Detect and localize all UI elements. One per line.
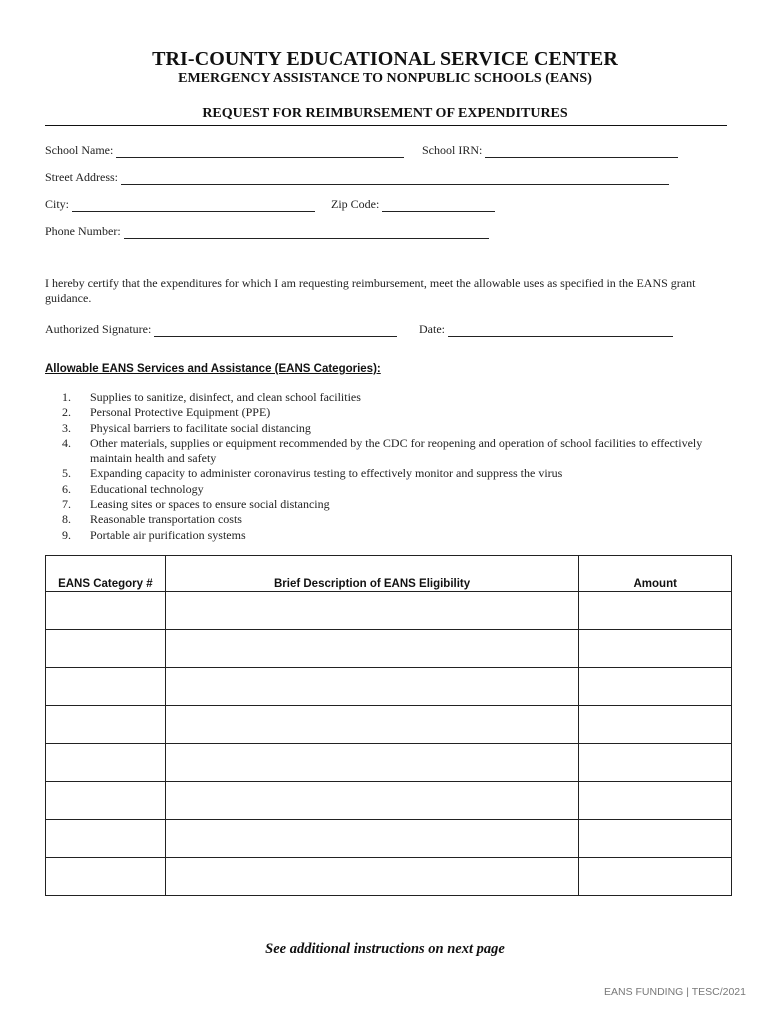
zip-code-label: Zip Code: [331, 197, 380, 211]
category-cell[interactable] [46, 706, 166, 744]
school-name-label: School Name: [45, 143, 114, 157]
amount-cell[interactable] [579, 858, 732, 896]
list-item: 1. Supplies to sanitize, disinfect, and clean school facilities [62, 390, 361, 404]
phone-number-field[interactable] [124, 227, 489, 239]
form-title: REQUEST FOR REIMBURSEMENT OF EXPENDITURES [202, 106, 568, 121]
amount-cell[interactable] [579, 668, 732, 706]
amount-cell[interactable] [579, 706, 732, 744]
table-row [46, 592, 732, 630]
school-irn-field[interactable] [485, 146, 678, 158]
amount-cell[interactable] [579, 782, 732, 820]
category-cell[interactable] [46, 858, 166, 896]
phone-number-label: Phone Number: [45, 224, 121, 238]
description-cell[interactable] [165, 706, 579, 744]
table-row [46, 782, 732, 820]
header-amount: Amount [579, 556, 732, 592]
list-item: 7. Leasing sites or spaces to ensure social distancing [62, 497, 330, 512]
description-cell[interactable] [165, 630, 579, 668]
allowable-categories-heading: Allowable EANS Services and Assistance (EANS Categories): [45, 363, 381, 375]
category-cell[interactable] [46, 744, 166, 782]
table-row [46, 630, 732, 668]
zip-code-row [331, 196, 495, 212]
list-item: 6. Educational technology [62, 481, 204, 496]
date-row [419, 321, 673, 337]
list-item: 8. Reasonable transportation costs [62, 512, 242, 527]
certification-statement: I hereby certify that the expenditures for which I am requesting reimbursement, meet the allowable uses as specified in the EANS grant guidance. [45, 276, 696, 305]
category-cell[interactable] [46, 592, 166, 630]
amount-cell[interactable] [579, 630, 732, 668]
header-category: EANS Category # [46, 556, 166, 592]
header-description: Brief Description of EANS Eligibility [165, 556, 579, 592]
city-label: City: [45, 197, 70, 211]
list-item: 9. Portable air purification systems [62, 527, 246, 542]
program-title: EMERGENCY ASSISTANCE TO NONPUBLIC SCHOOLS (EANS) [178, 71, 592, 86]
table-row [46, 858, 732, 896]
city-field[interactable] [72, 200, 315, 212]
list-item: 3. Physical barriers to facilitate social distancing [62, 420, 311, 435]
table-header-row [46, 556, 732, 592]
list-item: 2. Personal Protective Equipment (PPE) [62, 405, 271, 420]
table-row [46, 706, 732, 744]
next-page-note: See additional instructions on next page [265, 941, 505, 957]
amount-cell[interactable] [579, 592, 732, 630]
description-cell[interactable] [165, 782, 579, 820]
street-address-row [45, 169, 669, 185]
list-item: 4. Other materials, supplies or equipment recommended by the CDC for reopening and operation of school facilities to effectively maintain health and safety [62, 435, 703, 466]
signature-field[interactable] [154, 325, 397, 337]
school-irn-label: School IRN: [422, 143, 483, 157]
school-name-field[interactable] [116, 146, 404, 158]
description-cell[interactable] [165, 820, 579, 858]
amount-cell[interactable] [579, 820, 732, 858]
phone-number-row [45, 223, 489, 239]
table-row [46, 668, 732, 706]
description-cell[interactable] [165, 592, 579, 630]
school-name-row [45, 142, 404, 158]
table-row [46, 744, 732, 782]
category-cell[interactable] [46, 668, 166, 706]
description-cell[interactable] [165, 744, 579, 782]
category-cell[interactable] [46, 782, 166, 820]
date-label: Date: [419, 322, 445, 336]
description-cell[interactable] [165, 858, 579, 896]
city-row [45, 196, 315, 212]
signature-row [45, 321, 397, 337]
date-field[interactable] [448, 325, 673, 337]
amount-cell[interactable] [579, 744, 732, 782]
org-title: TRI-COUNTY EDUCATIONAL SERVICE CENTER [152, 48, 618, 70]
description-cell[interactable] [165, 668, 579, 706]
list-item: 5. Expanding capacity to administer coronavirus testing to effectively monitor and suppress the virus [62, 466, 563, 481]
category-cell[interactable] [46, 820, 166, 858]
category-cell[interactable] [46, 630, 166, 668]
street-address-label: Street Address: [45, 170, 118, 184]
signature-label: Authorized Signature: [45, 322, 152, 336]
allowable-categories-list [62, 390, 730, 543]
page-footer: EANS FUNDING | TESC/2021 [604, 986, 746, 998]
school-irn-row [422, 142, 678, 158]
title-divider [45, 125, 727, 126]
street-address-field[interactable] [121, 173, 669, 185]
table-row [46, 820, 732, 858]
zip-code-field[interactable] [382, 200, 495, 212]
expenditure-table [45, 555, 732, 896]
